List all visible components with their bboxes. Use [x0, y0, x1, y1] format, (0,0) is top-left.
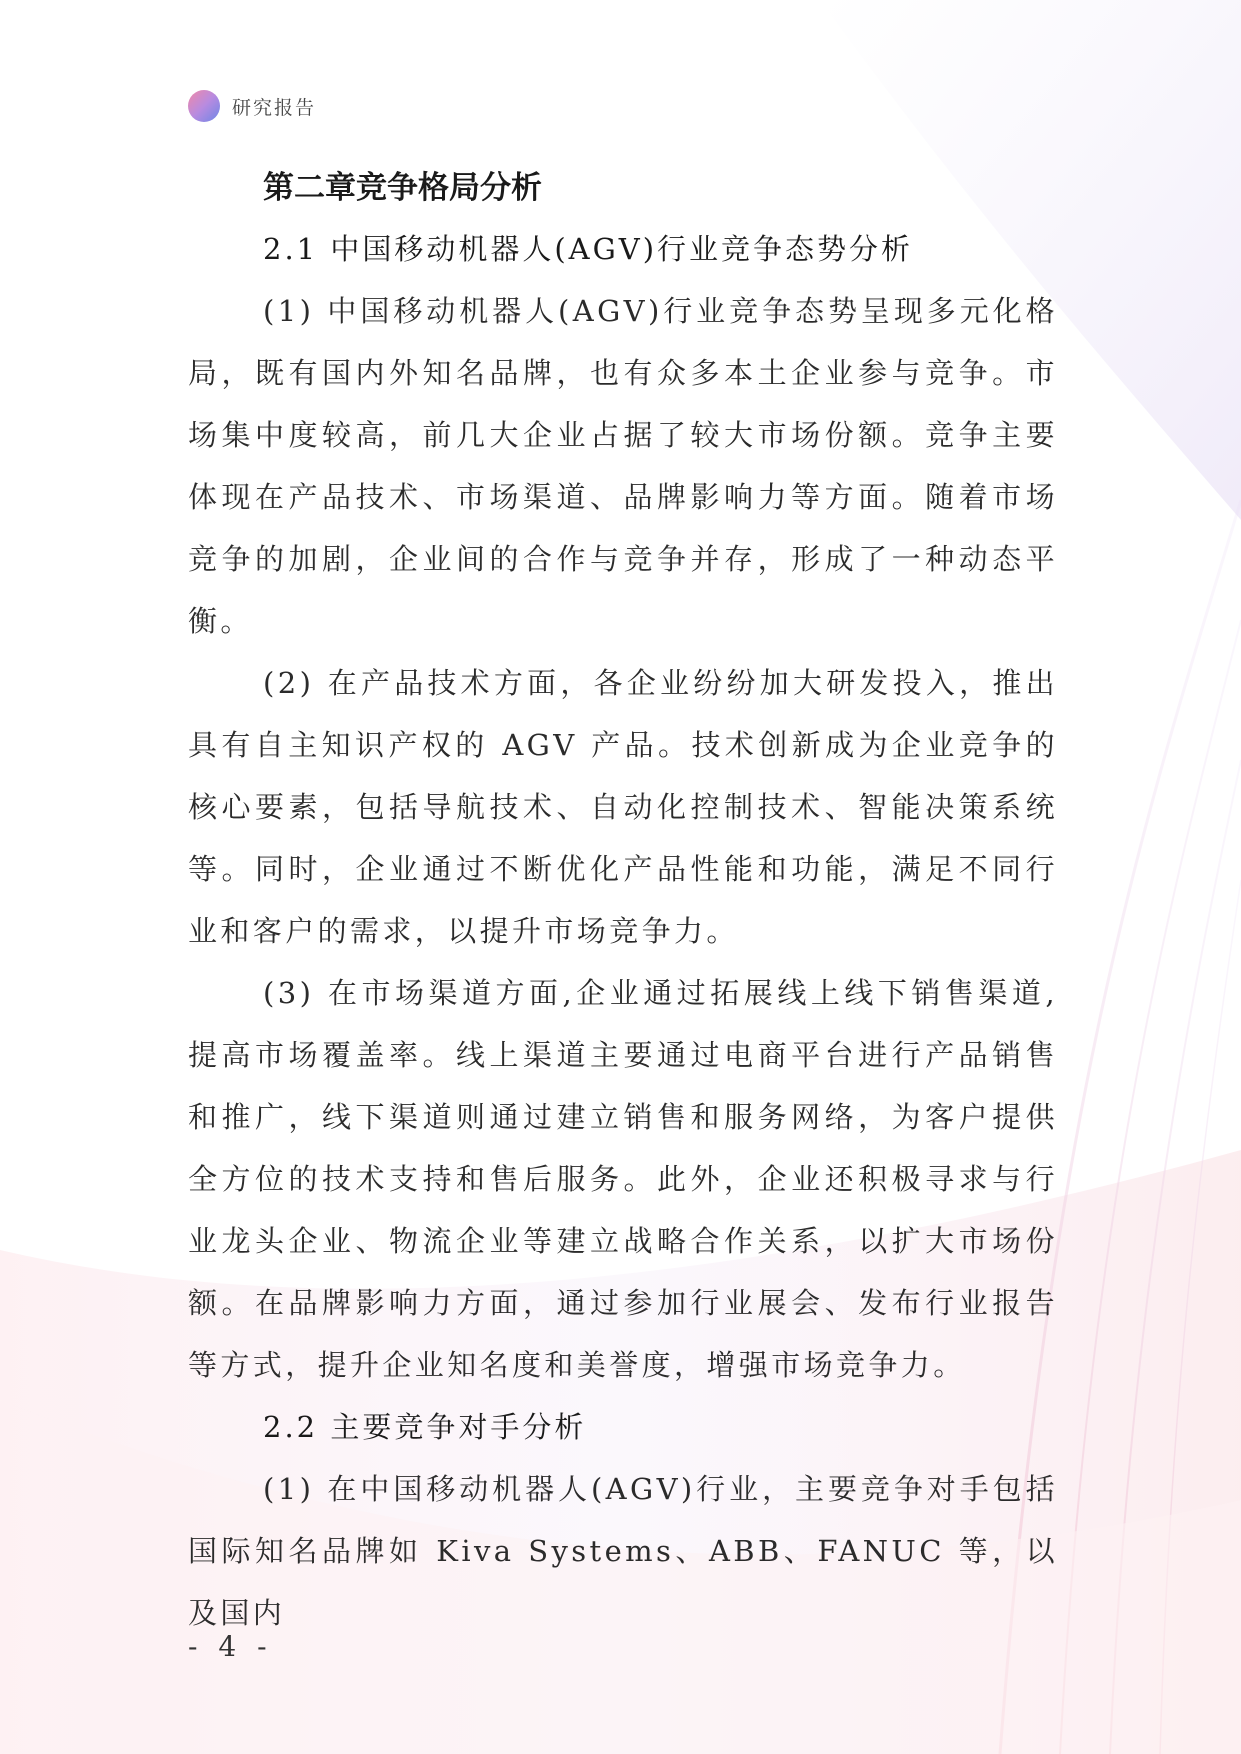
paragraph: (1) 在中国移动机器人(AGV)行业，主要竞争对手包括国际知名品牌如 Kiva Systems、ABB、FANUC 等，以及国内 — [188, 1472, 1058, 1630]
report-header — [188, 90, 316, 122]
header-label: 研究报告 — [232, 96, 317, 119]
paragraph: (1) 中国移动机器人(AGV)行业竞争态势呈现多元化格局，既有国内外知名品牌，也有众多本土企业参与竞争。市场集中度较高，前几大企业占据了较大市场份额。竞争主要体现在产品技术、市场渠道、品牌影响力等方面。随着市场竞争的加剧，企业间的合作与竞争并存，形成了一种动态平衡。 — [188, 294, 1058, 638]
page-number: - 4 - — [188, 1630, 273, 1663]
paragraph: (3) 在市场渠道方面,企业通过拓展线上线下销售渠道,提高市场覆盖率。线上渠道主要通过电商平台进行产品销售和推广，线下渠道则通过建立销售和服务网络，为客户提供全方位的技术支持和售后服务。此外，企业还积极寻求与行业龙头企业、物流企业等建立战略合作关系，以扩大市场份额。在品牌影响力方面，通过参加行业展会、发布行业报告等方式，提升企业知名度和美誉度，增强市场竞争力。 — [188, 976, 1058, 1382]
report-logo-icon — [188, 90, 220, 122]
chapter-title: 第二章竞争格局分析 — [263, 170, 542, 206]
section-title: 2.2 主要竞争对手分析 — [263, 1410, 587, 1444]
section-title: 2.1 中国移动机器人(AGV)行业竞争态势分析 — [263, 232, 914, 266]
paragraph: (2) 在产品技术方面，各企业纷纷加大研发投入，推出具有自主知识产权的 AGV 产品。技术创新成为企业竞争的核心要素，包括导航技术、自动化控制技术、智能决策系统等。同时，企业通过不断优化产品性能和功能，满足不同行业和客户的需求，以提升市场竞争力。 — [188, 666, 1058, 948]
document-body — [188, 158, 1058, 1644]
